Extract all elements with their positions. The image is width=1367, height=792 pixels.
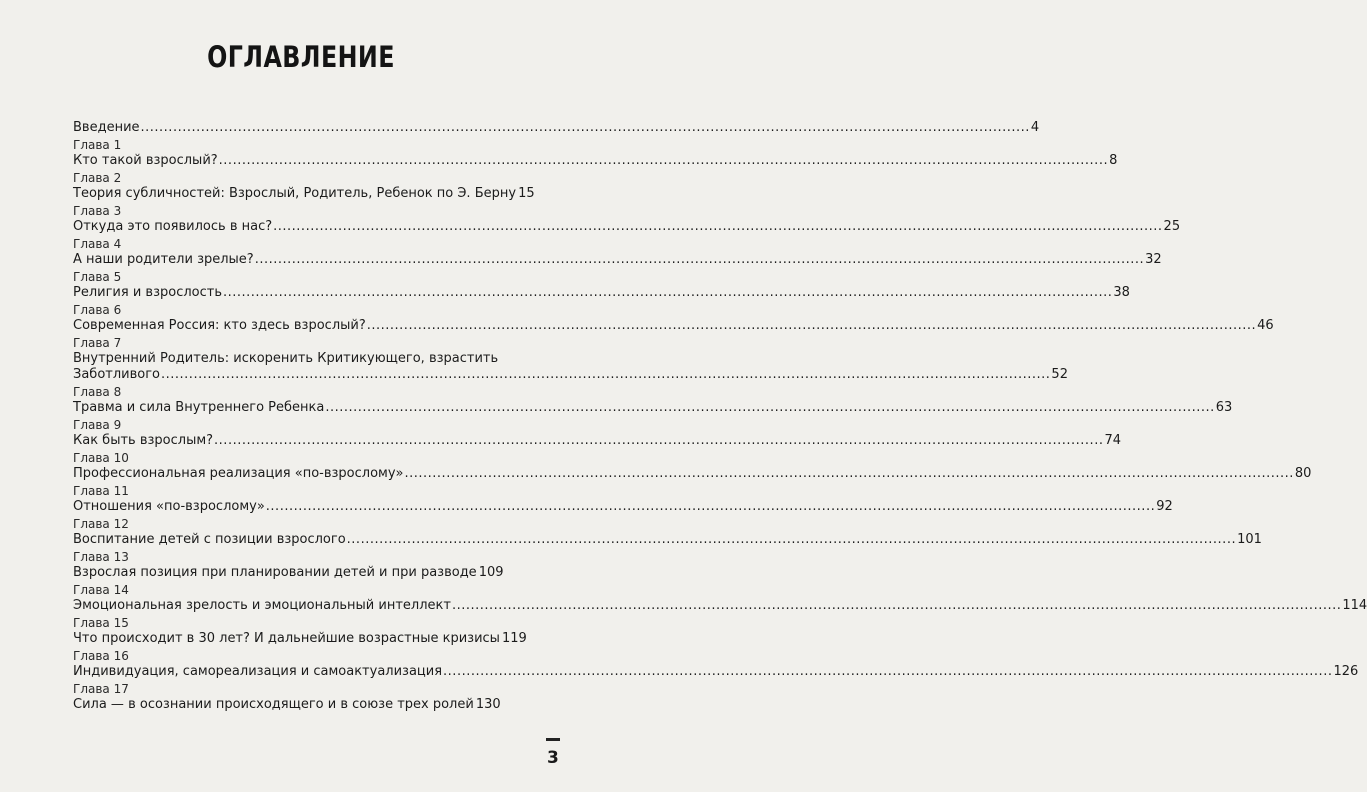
chapter-title-entry [73, 219, 1181, 235]
chapter-page: 52 [1051, 367, 1068, 382]
toc-chapter-1[interactable] [73, 138, 1118, 169]
chapter-title: Отношения «по-взрослому» [73, 499, 265, 514]
chapter-title: Воспитание детей с позиции взрослого [73, 532, 346, 547]
chapter-title: Религия и взрослость [73, 285, 222, 300]
dot-leader [214, 433, 1103, 449]
chapter-title: Кто такой взрослый? [73, 153, 218, 168]
toc-chapter-12[interactable] [73, 517, 1262, 548]
toc-chapter-13[interactable] [73, 550, 504, 581]
chapter-page: 109 [478, 565, 504, 580]
chapter-number: Глава 5 [73, 270, 122, 284]
chapter-page: 25 [1163, 219, 1181, 234]
chapter-title: Профессиональная реализация «по-взрослому» [73, 466, 404, 481]
chapter-title: Откуда это появилось в нас? [73, 219, 273, 234]
chapter-title: А наши родители зрелые? [73, 252, 254, 267]
chapter-title-entry [73, 153, 1118, 169]
chapter-title: Индивидуация, самореализация и самоактуализация [73, 664, 443, 679]
page-number-bar [546, 738, 560, 741]
table-of-contents [73, 120, 1367, 715]
dot-leader [443, 664, 1332, 680]
chapter-number: Глава 3 [73, 204, 122, 218]
chapter-number: Глава 12 [73, 517, 129, 531]
chapter-page: 32 [1145, 252, 1162, 267]
dot-leader [266, 499, 1155, 515]
chapter-page: 114 [1342, 598, 1367, 613]
page-number: 3 [547, 748, 559, 768]
chapter-page: 119 [501, 631, 527, 646]
chapter-title-entry [73, 631, 527, 647]
toc-entry-label: Введение [73, 120, 140, 135]
chapter-number: Глава 17 [73, 682, 129, 696]
toc-entry-intro[interactable] [73, 120, 1040, 136]
chapter-number: Глава 10 [73, 451, 129, 465]
chapter-number: Глава 2 [73, 171, 122, 185]
dot-leader [452, 598, 1341, 614]
chapter-title: Теория субличностей: Взрослый, Родитель, Ребенок по Э. Берну [73, 186, 517, 201]
chapter-page: 8 [1109, 153, 1118, 168]
chapter-number: Глава 6 [73, 303, 122, 317]
dot-leader [367, 318, 1256, 334]
chapter-title-entry [73, 499, 1173, 515]
toc-chapter-6[interactable] [73, 303, 1274, 334]
chapter-page: 74 [1104, 433, 1121, 448]
chapter-title: Эмоциональная зрелость и эмоциональный интеллект [73, 598, 451, 613]
page-title: ОГЛАВЛЕНИЕ [207, 40, 395, 74]
toc-chapter-15[interactable] [73, 616, 527, 647]
chapter-title-entry [73, 565, 504, 581]
dot-leader [223, 285, 1112, 301]
chapter-title: Как быть взрослым? [73, 433, 214, 448]
chapter-page: 130 [475, 697, 501, 712]
chapter-title-entry [73, 532, 1262, 548]
toc-chapter-17[interactable] [73, 682, 501, 713]
toc-chapter-5[interactable] [73, 270, 1130, 301]
toc-chapter-8[interactable] [73, 385, 1233, 416]
chapter-title-entry [73, 466, 1312, 482]
dot-leader [347, 532, 1236, 548]
toc-chapter-16[interactable] [73, 649, 1359, 680]
chapter-title: Что происходит в 30 лет? И дальнейшие возрастные кризисы [73, 631, 500, 646]
chapter-title-entry [73, 252, 1162, 268]
chapter-title: Травма и сила Внутреннего Ребенка [73, 400, 325, 415]
toc-entry-page: 4 [1030, 120, 1040, 135]
toc-chapter-3[interactable] [73, 204, 1181, 235]
dot-leader [273, 219, 1162, 235]
chapter-number: Глава 14 [73, 583, 129, 597]
chapter-title-line: Внутренний Родитель: искоренить Критикующего, взрастить [73, 351, 499, 366]
chapter-number: Глава 1 [73, 138, 122, 152]
chapter-number: Глава 15 [73, 616, 129, 630]
chapter-title: Взрослая позиция при планировании детей и при разводе [73, 565, 477, 580]
chapter-number: Глава 13 [73, 550, 129, 564]
chapter-number: Глава 7 [73, 336, 122, 350]
chapter-page: 101 [1237, 532, 1262, 547]
dot-leader [405, 466, 1294, 482]
chapter-title: Современная Россия: кто здесь взрослый? [73, 318, 366, 333]
toc-chapter-10[interactable] [73, 451, 1312, 482]
dot-leader [325, 400, 1214, 416]
chapter-number: Глава 4 [73, 237, 122, 251]
chapter-title-entry [73, 318, 1274, 334]
dot-leader [219, 153, 1108, 169]
chapter-page: 38 [1113, 285, 1130, 300]
chapter-number: Глава 11 [73, 484, 129, 498]
dot-leader [141, 120, 1030, 136]
chapter-page: 126 [1333, 664, 1359, 679]
chapter-title-entry [73, 400, 1233, 416]
toc-chapter-14[interactable] [73, 583, 1367, 614]
chapter-number: Глава 16 [73, 649, 129, 663]
chapter-title-entry [73, 433, 1121, 449]
chapter-title-entry [73, 186, 535, 202]
chapter-title-entry [73, 285, 1130, 301]
chapter-page: 15 [518, 186, 535, 201]
chapter-title-entry [73, 367, 1068, 383]
chapter-number: Глава 8 [73, 385, 122, 399]
toc-chapter-4[interactable] [73, 237, 1162, 268]
chapter-title-entry [73, 598, 1367, 614]
chapter-page: 63 [1215, 400, 1233, 415]
chapter-page: 46 [1257, 318, 1274, 333]
dot-leader [255, 252, 1144, 268]
toc-chapter-2[interactable] [73, 171, 535, 202]
chapter-title-entry [73, 664, 1359, 680]
dot-leader [161, 367, 1050, 383]
chapter-title: Сила — в осознании происходящего и в союзе трех ролей [73, 697, 474, 712]
chapter-number: Глава 9 [73, 418, 122, 432]
chapter-page: 92 [1156, 499, 1173, 514]
chapter-list [73, 138, 1367, 713]
toc-chapter-7[interactable] [73, 336, 1068, 383]
toc-chapter-9[interactable] [73, 418, 1121, 449]
toc-chapter-11[interactable] [73, 484, 1173, 515]
chapter-title-entry [73, 697, 501, 713]
chapter-page: 80 [1294, 466, 1312, 481]
chapter-title: Заботливого [73, 367, 161, 382]
